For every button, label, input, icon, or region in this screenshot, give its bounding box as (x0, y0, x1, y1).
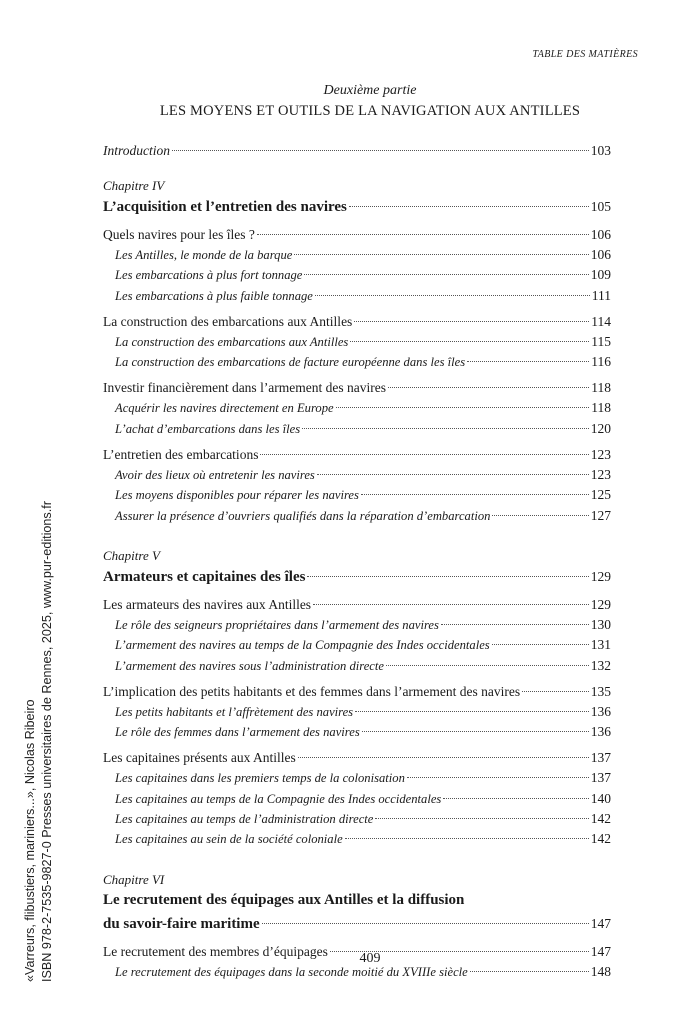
toc-entry-label: Le recrutement des membres d’équipages (103, 943, 328, 959)
table-of-contents (103, 140, 611, 982)
dot-leader (260, 454, 588, 455)
toc-page-number: 142 (590, 811, 611, 827)
toc-page-number: 123 (590, 447, 611, 463)
toc-entry-section[interactable] (103, 747, 611, 768)
toc-page-number: 132 (590, 657, 611, 673)
toc-entry-subsection[interactable] (103, 635, 611, 655)
dot-leader (313, 604, 589, 605)
dot-leader (350, 341, 589, 342)
toc-page-number: 129 (590, 568, 611, 584)
toc-entry-label: La construction des embarcations aux Antilles (115, 334, 349, 349)
dot-leader (172, 150, 589, 151)
toc-page-number: 147 (590, 915, 611, 931)
dot-leader (354, 321, 589, 322)
toc-page-number: 118 (591, 380, 611, 396)
side-credit-line-1: «Varreurs, flibustiers, mariniers...», Nicolas Ribeiro (23, 699, 37, 982)
toc-page-number: 116 (591, 354, 611, 370)
toc-page-number: 137 (590, 750, 611, 766)
toc-entry-label: Acquérir les navires directement en Europe (115, 401, 334, 416)
toc-entry-label: L’armement des navires au temps de la Compagnie des Indes occidentales (115, 638, 490, 653)
toc-entry-label: Les petits habitants et l’affrètement des navires (115, 704, 354, 719)
toc-entry-section[interactable] (103, 311, 611, 332)
toc-entry-subsection[interactable] (103, 265, 611, 285)
toc-entry-label: L’achat d’embarcations dans les îles (115, 421, 301, 436)
dot-leader (407, 777, 589, 778)
toc-entry-subsection[interactable] (103, 245, 611, 265)
toc-page-number: 137 (590, 770, 611, 786)
toc-entry-label: Investir financièrement dans l’armement des navires (103, 380, 387, 396)
toc-entry-section[interactable] (103, 224, 611, 245)
toc-page-number: 148 (590, 963, 611, 979)
toc-entry-subsection[interactable] (103, 829, 611, 849)
toc-entry-chapter-title[interactable] (103, 195, 611, 219)
toc-entry-label: L’acquisition et l’entretien des navires (103, 199, 347, 215)
toc-page-number: 127 (590, 507, 611, 523)
toc-entry-label: Assurer la présence d’ouvriers qualifiés dans la réparation d’embarcation (115, 508, 491, 523)
toc-entry-chapter-title[interactable] (103, 565, 611, 589)
toc-entry-label: Les capitaines présents aux Antilles (103, 750, 296, 766)
toc-entry-label: Les capitaines dans les premiers temps de la colonisation (115, 771, 405, 786)
dot-leader (362, 731, 589, 732)
toc-page-number: 105 (590, 199, 611, 214)
toc-page-number: 106 (590, 247, 611, 262)
toc-entry-section[interactable] (103, 377, 611, 398)
dot-leader (307, 576, 588, 577)
side-credit (22, 462, 56, 982)
dot-leader (388, 387, 589, 388)
toc-page-number: 129 (590, 596, 611, 612)
toc-page-number: 140 (590, 790, 611, 806)
toc-page-number: 130 (590, 616, 611, 632)
toc-page-number: 120 (590, 420, 611, 436)
toc-page-number: 103 (590, 143, 611, 158)
dot-leader (361, 494, 589, 495)
chapter-label: Chapitre VI (103, 871, 165, 887)
part-heading (100, 82, 640, 122)
toc-entry-label: Les capitaines au sein de la société coloniale (115, 832, 343, 847)
toc-page-number: 114 (591, 313, 611, 329)
dot-leader (522, 691, 589, 692)
toc-entry-subsection[interactable] (103, 789, 611, 809)
toc-entry-label: L’entretien des embarcations (103, 447, 259, 463)
toc-page-number: 106 (590, 227, 611, 242)
dot-leader (467, 361, 589, 362)
dot-leader (304, 274, 588, 275)
toc-entry-label: Les moyens disponibles pour réparer les navires (115, 488, 359, 503)
toc-entry-subsection[interactable] (103, 419, 611, 439)
toc-entry-subsection[interactable] (103, 615, 611, 635)
toc-entry-subsection[interactable] (103, 768, 611, 788)
dot-leader (492, 644, 589, 645)
toc-page-number: 136 (590, 724, 611, 740)
dot-leader (298, 757, 589, 758)
toc-entry-subsection[interactable] (103, 656, 611, 676)
dot-leader (492, 515, 588, 516)
toc-entry-subsection[interactable] (103, 702, 611, 722)
page-number: 409 (359, 951, 381, 966)
toc-entry-label: Les capitaines au temps de l’administration directe (115, 812, 374, 827)
toc-page-number: 115 (591, 333, 611, 349)
chapter-list (103, 177, 611, 982)
toc-entry-label: Avoir des lieux où entretenir les navires (115, 468, 315, 483)
toc-entry-label: Le rôle des femmes dans l’armement des navires (115, 725, 360, 740)
toc-entry-label: L’armement des navires sous l’administration directe (115, 658, 384, 673)
running-header: TABLE DES MATIÈRES (532, 49, 638, 60)
toc-entry-subsection[interactable] (103, 398, 611, 418)
toc-entry-subsection[interactable] (103, 352, 611, 372)
toc-entry-subsection[interactable] (103, 465, 611, 485)
toc-entry-label: Les armateurs des navires aux Antilles (103, 596, 312, 612)
toc-entry-label: Les capitaines au temps de la Compagnie des Indes occidentales (115, 791, 442, 806)
toc-page-number: 109 (590, 267, 611, 283)
toc-entry-label: Le recrutement des équipages dans la seconde moitié du XVIIIe siècle (115, 964, 468, 979)
toc-entry-label: Armateurs et capitaines des îles (103, 568, 306, 585)
toc-entry-introduction[interactable] (103, 140, 611, 161)
toc-entry-label: Les embarcations à plus faible tonnage (115, 288, 313, 303)
toc-page-number: 131 (590, 637, 611, 653)
dot-leader (317, 474, 589, 475)
dot-leader (349, 206, 589, 207)
toc-entry-label: La construction des embarcations de facture européenne dans les îles (115, 355, 466, 370)
toc-entry-subsection[interactable] (103, 485, 611, 505)
toc-entry-label: Le rôle des seigneurs propriétaires dans l’armement des navires (115, 617, 439, 632)
toc-entry-label: Les Antilles, le monde de la barque (115, 248, 293, 262)
part-label: Deuxième partie (323, 83, 417, 98)
toc-entry-section[interactable] (103, 681, 611, 702)
toc-page-number: 123 (590, 467, 611, 483)
toc-entry-label: Quels navires pour les îles ? (103, 227, 255, 242)
toc-page-number: 125 (590, 487, 611, 503)
dot-leader (336, 407, 590, 408)
toc-entry-subsection[interactable] (103, 506, 611, 526)
dot-leader (355, 711, 589, 712)
dot-leader (470, 971, 589, 972)
dot-leader (315, 295, 590, 296)
toc-entry-chapter-title[interactable] (103, 912, 611, 936)
side-credit-line-2: ISBN 978-2-7535-9827-0 Presses universitaires de Rennes, 2025, www.pur-editions.fr (40, 501, 54, 982)
toc-page-number: 135 (590, 683, 611, 699)
chapter-label: Chapitre V (103, 547, 160, 563)
chapter-title-line: Le recrutement des équipages aux Antilles et la diffusion (103, 891, 465, 908)
toc-entry-label: Introduction (103, 143, 170, 158)
dot-leader (443, 798, 588, 799)
toc-page-number: 111 (591, 287, 611, 303)
dot-leader (302, 428, 589, 429)
dot-leader (294, 254, 588, 255)
dot-leader (441, 624, 589, 625)
toc-entry-subsection[interactable] (103, 332, 611, 352)
dot-leader (386, 665, 589, 666)
toc-entry-section[interactable] (103, 444, 611, 465)
dot-leader (345, 838, 589, 839)
toc-entry-label: L’implication des petits habitants et des femmes dans l’armement des navires (103, 683, 521, 699)
toc-entry-label: La construction des embarcations aux Antilles (103, 313, 353, 329)
toc-entry-subsection[interactable] (103, 722, 611, 742)
toc-entry-label: Les embarcations à plus fort tonnage (115, 268, 303, 283)
dot-leader (375, 818, 588, 819)
chapter-label: Chapitre IV (103, 178, 165, 193)
toc-entry-subsection[interactable] (103, 286, 611, 306)
toc-entry-subsection[interactable] (103, 809, 611, 829)
toc-page-number: 142 (590, 831, 611, 847)
toc-page-number: 147 (590, 943, 611, 959)
toc-page-number: 118 (591, 400, 611, 416)
toc-entry-section[interactable] (103, 594, 611, 615)
part-title: LES MOYENS ET OUTILS DE LA NAVIGATION AUX ANTILLES (159, 103, 581, 119)
toc-entry-label: du savoir-faire maritime (103, 915, 260, 932)
toc-page-number: 136 (590, 703, 611, 719)
dot-leader (262, 923, 589, 924)
dot-leader (257, 234, 589, 235)
